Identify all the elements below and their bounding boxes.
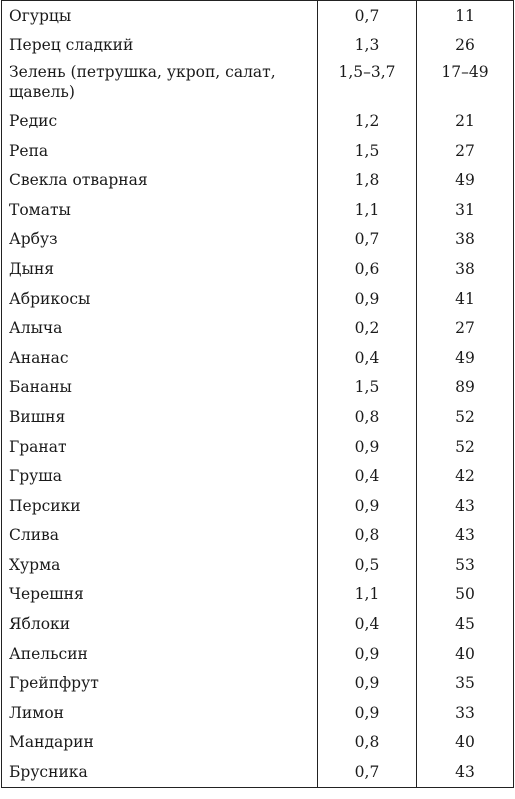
product-name-cell: Перец сладкий xyxy=(2,31,318,61)
table-row xyxy=(2,402,514,432)
product-name-cell: Арбуз xyxy=(2,225,318,255)
table-row xyxy=(2,1,514,31)
product-name-cell: Редис xyxy=(2,106,318,136)
protein-value-cell: 0,9 xyxy=(318,284,417,314)
calories-value-cell: 40 xyxy=(417,639,514,669)
calories-value-cell: 27 xyxy=(417,136,514,166)
calories-value-cell: 49 xyxy=(417,343,514,373)
product-name-cell: Груша xyxy=(2,461,318,491)
product-name-cell: Хурма xyxy=(2,550,318,580)
table-row xyxy=(2,136,514,166)
protein-value-cell: 0,9 xyxy=(318,432,417,462)
protein-value-cell: 0,8 xyxy=(318,728,417,758)
table-row xyxy=(2,343,514,373)
protein-value-cell: 0,9 xyxy=(318,698,417,728)
table-row xyxy=(2,165,514,195)
protein-value-cell: 1,1 xyxy=(318,580,417,610)
table-row xyxy=(2,668,514,698)
product-name-cell: Свекла отварная xyxy=(2,165,318,195)
calories-value-cell: 33 xyxy=(417,698,514,728)
calories-value-cell: 50 xyxy=(417,580,514,610)
table-row xyxy=(2,432,514,462)
table-row xyxy=(2,698,514,728)
calories-value-cell: 27 xyxy=(417,313,514,343)
protein-value-cell: 0,2 xyxy=(318,313,417,343)
calories-value-cell: 40 xyxy=(417,728,514,758)
protein-value-cell: 1,8 xyxy=(318,165,417,195)
product-name-cell: Зелень (петрушка, укроп, салат, щавель) xyxy=(2,60,318,106)
product-name-cell: Ананас xyxy=(2,343,318,373)
calories-value-cell: 43 xyxy=(417,491,514,521)
calories-value-cell: 49 xyxy=(417,165,514,195)
calories-value-cell: 43 xyxy=(417,757,514,787)
protein-value-cell: 0,9 xyxy=(318,491,417,521)
calories-value-cell: 21 xyxy=(417,106,514,136)
protein-value-cell: 1,5–3,7 xyxy=(318,60,417,106)
table-row xyxy=(2,521,514,551)
calories-value-cell: 52 xyxy=(417,432,514,462)
table-row xyxy=(2,728,514,758)
product-name-cell: Гранат xyxy=(2,432,318,462)
table-row xyxy=(2,313,514,343)
protein-value-cell: 0,7 xyxy=(318,757,417,787)
calories-value-cell: 31 xyxy=(417,195,514,225)
protein-value-cell: 0,8 xyxy=(318,402,417,432)
protein-value-cell: 0,8 xyxy=(318,521,417,551)
calories-value-cell: 45 xyxy=(417,609,514,639)
protein-value-cell: 1,5 xyxy=(318,136,417,166)
table-row xyxy=(2,580,514,610)
calories-value-cell: 41 xyxy=(417,284,514,314)
product-name-cell: Огурцы xyxy=(2,1,318,31)
protein-value-cell: 0,5 xyxy=(318,550,417,580)
calories-value-cell: 53 xyxy=(417,550,514,580)
product-name-cell: Томаты xyxy=(2,195,318,225)
table-row xyxy=(2,609,514,639)
protein-value-cell: 0,4 xyxy=(318,609,417,639)
calories-value-cell: 26 xyxy=(417,31,514,61)
calories-value-cell: 17–49 xyxy=(417,60,514,106)
table-row xyxy=(2,461,514,491)
protein-value-cell: 1,5 xyxy=(318,373,417,403)
table-body xyxy=(2,1,514,788)
product-name-cell: Слива xyxy=(2,521,318,551)
protein-value-cell: 1,2 xyxy=(318,106,417,136)
protein-value-cell: 0,7 xyxy=(318,225,417,255)
table-row xyxy=(2,254,514,284)
protein-value-cell: 1,3 xyxy=(318,31,417,61)
table-row xyxy=(2,757,514,787)
product-name-cell: Лимон xyxy=(2,698,318,728)
product-name-cell: Вишня xyxy=(2,402,318,432)
protein-value-cell: 0,4 xyxy=(318,343,417,373)
product-name-cell: Абрикосы xyxy=(2,284,318,314)
calories-value-cell: 42 xyxy=(417,461,514,491)
calories-value-cell: 89 xyxy=(417,373,514,403)
product-name-cell: Бананы xyxy=(2,373,318,403)
protein-value-cell: 0,6 xyxy=(318,254,417,284)
nutrition-table-container xyxy=(1,0,513,798)
protein-value-cell: 0,9 xyxy=(318,668,417,698)
product-name-cell: Дыня xyxy=(2,254,318,284)
product-name-cell: Персики xyxy=(2,491,318,521)
product-name-cell: Мандарин xyxy=(2,728,318,758)
protein-value-cell: 0,4 xyxy=(318,461,417,491)
table-row xyxy=(2,373,514,403)
product-name-cell: Грейпфрут xyxy=(2,668,318,698)
table-row xyxy=(2,106,514,136)
product-name-cell: Репа xyxy=(2,136,318,166)
calories-value-cell: 11 xyxy=(417,1,514,31)
calories-value-cell: 38 xyxy=(417,254,514,284)
table-row xyxy=(2,550,514,580)
table-row xyxy=(2,225,514,255)
product-name-cell: Брусника xyxy=(2,757,318,787)
table-row xyxy=(2,195,514,225)
table-row xyxy=(2,284,514,314)
nutrition-table xyxy=(1,0,514,788)
product-name-cell: Алыча xyxy=(2,313,318,343)
product-name-cell: Яблоки xyxy=(2,609,318,639)
product-name-cell: Апельсин xyxy=(2,639,318,669)
table-row xyxy=(2,31,514,61)
protein-value-cell: 1,1 xyxy=(318,195,417,225)
calories-value-cell: 38 xyxy=(417,225,514,255)
table-row xyxy=(2,639,514,669)
protein-value-cell: 0,7 xyxy=(318,1,417,31)
calories-value-cell: 35 xyxy=(417,668,514,698)
calories-value-cell: 52 xyxy=(417,402,514,432)
table-row xyxy=(2,491,514,521)
protein-value-cell: 0,9 xyxy=(318,639,417,669)
table-row xyxy=(2,60,514,106)
calories-value-cell: 43 xyxy=(417,521,514,551)
product-name-cell: Черешня xyxy=(2,580,318,610)
